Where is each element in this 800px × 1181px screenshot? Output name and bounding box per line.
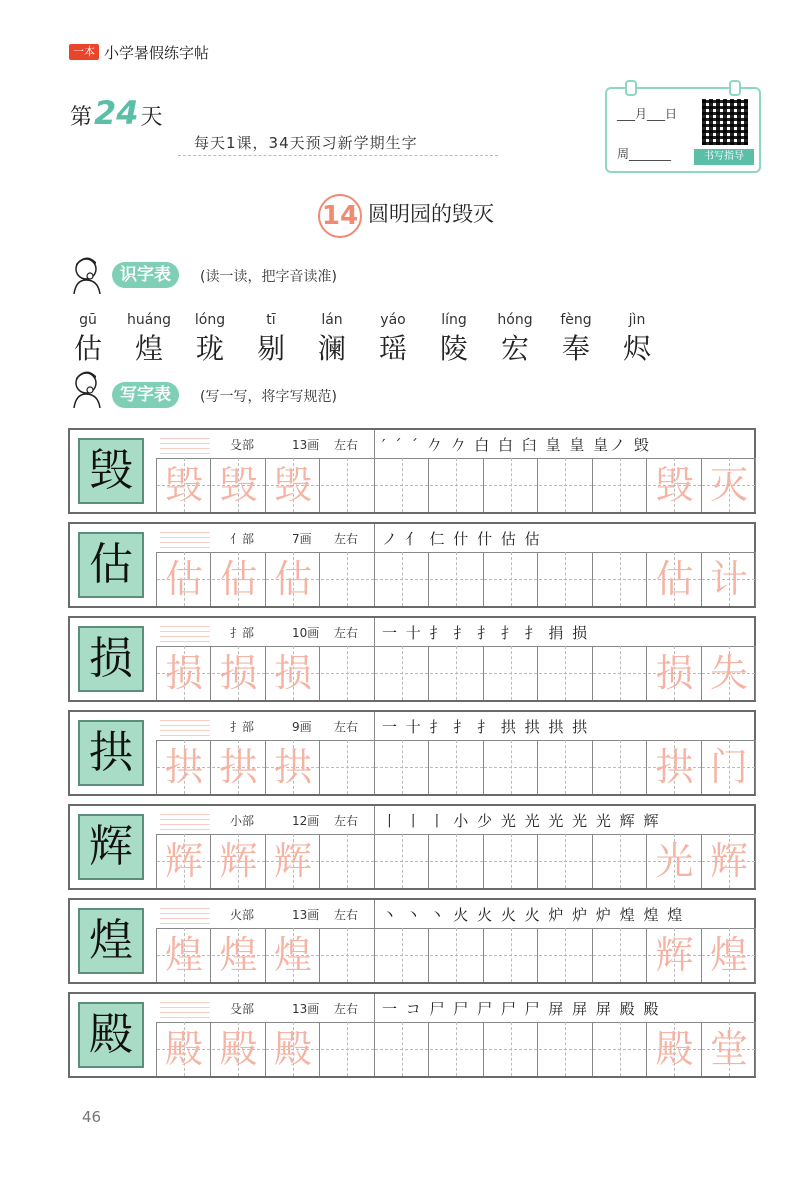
trace-char: 毁 bbox=[219, 463, 258, 507]
trace-char: 损 bbox=[219, 651, 258, 695]
reading-pinyin: fèng bbox=[560, 312, 592, 328]
reading-pinyin: lóng bbox=[194, 312, 226, 328]
trace-char: 拱 bbox=[219, 745, 258, 789]
writing-row bbox=[68, 992, 756, 1078]
trace-char: 煌 bbox=[219, 933, 258, 977]
pinyin-writing-slot[interactable] bbox=[160, 904, 210, 924]
dashed-divider bbox=[178, 155, 498, 156]
practice-cell[interactable] bbox=[648, 834, 702, 888]
reading-pinyin: huáng bbox=[126, 312, 172, 328]
practice-cell[interactable] bbox=[648, 740, 702, 794]
day-label bbox=[70, 94, 163, 132]
reading-char: 烬 bbox=[622, 332, 651, 365]
reading-char: 澜 bbox=[317, 332, 346, 365]
trace-char: 殿 bbox=[164, 1027, 203, 1071]
reading-item bbox=[58, 312, 118, 366]
trace-char: 毁 bbox=[273, 463, 312, 507]
practice-cell[interactable] bbox=[430, 552, 484, 606]
structure: 左右 bbox=[334, 720, 359, 734]
reading-char: 宏 bbox=[500, 332, 529, 365]
reading-item bbox=[241, 312, 301, 366]
brand-tag: 一本 bbox=[69, 44, 99, 60]
day-prefix: 第 bbox=[70, 105, 93, 130]
practice-grid bbox=[156, 552, 757, 606]
divider bbox=[374, 430, 375, 458]
trace-char: 毁 bbox=[164, 463, 203, 507]
reading-item bbox=[119, 312, 179, 366]
trace-char: 估 bbox=[655, 557, 694, 601]
practice-cell[interactable] bbox=[702, 552, 756, 606]
writing-row bbox=[68, 804, 756, 890]
practice-grid bbox=[156, 1022, 757, 1076]
practice-cell[interactable] bbox=[702, 834, 756, 888]
reading-char: 瑶 bbox=[378, 332, 407, 365]
stroke-count: 12画 bbox=[292, 814, 320, 828]
practice-cell[interactable] bbox=[484, 552, 538, 606]
trace-char: 辉 bbox=[655, 933, 694, 977]
practice-cell[interactable] bbox=[157, 646, 211, 700]
practice-cell[interactable] bbox=[539, 928, 593, 982]
lesson-title: 圆明园的毁灭 bbox=[368, 202, 494, 226]
structure: 左右 bbox=[334, 438, 359, 452]
structure: 左右 bbox=[334, 814, 359, 828]
trace-char: 辉 bbox=[709, 839, 748, 883]
stroke-count: 10画 bbox=[292, 626, 320, 640]
trace-char: 毁 bbox=[655, 463, 694, 507]
stroke-order: 一 コ 尸 尸 尸 尸 尸 屏 屏 屏 殿 殿 bbox=[382, 1000, 661, 1018]
practice-cell[interactable] bbox=[157, 458, 211, 512]
practice-cell[interactable] bbox=[375, 1022, 429, 1076]
char-info-strip bbox=[156, 806, 756, 835]
model-char: 煌 bbox=[89, 915, 133, 966]
practice-cell[interactable] bbox=[375, 646, 429, 700]
structure: 左右 bbox=[334, 1002, 359, 1016]
model-char: 估 bbox=[89, 539, 133, 590]
radical: 火部 bbox=[230, 908, 255, 922]
trace-char: 辉 bbox=[219, 839, 258, 883]
practice-cell[interactable] bbox=[266, 740, 320, 794]
practice-cell[interactable] bbox=[375, 458, 429, 512]
practice-cell[interactable] bbox=[539, 458, 593, 512]
date-box bbox=[605, 87, 761, 173]
practice-cell[interactable] bbox=[539, 552, 593, 606]
trace-char: 辉 bbox=[273, 839, 312, 883]
practice-cell[interactable] bbox=[375, 928, 429, 982]
practice-cell[interactable] bbox=[266, 552, 320, 606]
model-char: 损 bbox=[89, 633, 133, 684]
radical: 殳部 bbox=[230, 438, 255, 452]
reading-char: 剔 bbox=[256, 332, 285, 365]
practice-cell[interactable] bbox=[484, 834, 538, 888]
practice-cell[interactable] bbox=[593, 1022, 647, 1076]
reading-pinyin: jìn bbox=[628, 312, 646, 328]
practice-cell[interactable] bbox=[157, 1022, 211, 1076]
practice-cell[interactable] bbox=[321, 1022, 375, 1076]
stroke-count: 9画 bbox=[292, 720, 312, 734]
practice-cell[interactable] bbox=[212, 834, 266, 888]
practice-cell[interactable] bbox=[375, 834, 429, 888]
stroke-count: 7画 bbox=[292, 532, 312, 546]
practice-cell[interactable] bbox=[375, 552, 429, 606]
practice-cell[interactable] bbox=[321, 458, 375, 512]
practice-cell[interactable] bbox=[430, 646, 484, 700]
practice-cell[interactable] bbox=[157, 552, 211, 606]
practice-cell[interactable] bbox=[266, 928, 320, 982]
qr-code-icon[interactable] bbox=[702, 99, 748, 145]
radical: 扌部 bbox=[230, 720, 255, 734]
child-writing-icon bbox=[68, 368, 108, 408]
pinyin-writing-slot[interactable] bbox=[160, 810, 210, 830]
reading-pinyin: gū bbox=[79, 312, 97, 328]
stroke-count: 13画 bbox=[292, 1002, 320, 1016]
trace-char: 殿 bbox=[273, 1027, 312, 1071]
char-info-strip bbox=[156, 430, 756, 459]
reading-section-note: (读一读，把字音读准) bbox=[200, 269, 337, 285]
radical: 亻部 bbox=[230, 532, 255, 546]
practice-grid bbox=[156, 740, 757, 794]
trace-char: 门 bbox=[709, 745, 748, 789]
reading-pinyin: tī bbox=[266, 312, 276, 328]
practice-cell[interactable] bbox=[266, 834, 320, 888]
trace-char: 拱 bbox=[164, 745, 203, 789]
practice-cell[interactable] bbox=[321, 740, 375, 794]
pinyin-writing-slot[interactable] bbox=[160, 716, 210, 736]
practice-cell[interactable] bbox=[702, 1022, 756, 1076]
char-info-strip bbox=[156, 618, 756, 647]
reading-item bbox=[363, 312, 423, 366]
reading-char: 珑 bbox=[195, 332, 224, 365]
divider bbox=[374, 994, 375, 1022]
stroke-order: 丶 丶 丶 火 火 火 火 炉 炉 炉 煌 煌 煌 bbox=[382, 906, 685, 924]
stroke-order: 一 十 扌 扌 扌 扌 扌 捐 损 bbox=[382, 624, 590, 642]
reading-pinyin: yáo bbox=[380, 312, 406, 328]
divider bbox=[374, 712, 375, 740]
date-week-line: 周_______ bbox=[617, 147, 672, 161]
date-month-line: ___月___日 bbox=[617, 107, 678, 121]
trace-char: 损 bbox=[164, 651, 203, 695]
practice-cell[interactable] bbox=[702, 740, 756, 794]
practice-grid bbox=[156, 458, 757, 512]
practice-cell[interactable] bbox=[484, 928, 538, 982]
practice-cell[interactable] bbox=[648, 458, 702, 512]
practice-cell[interactable] bbox=[212, 458, 266, 512]
practice-cell[interactable] bbox=[321, 928, 375, 982]
child-reading-icon bbox=[68, 254, 108, 294]
radical: 扌部 bbox=[230, 626, 255, 640]
trace-char: 煌 bbox=[164, 933, 203, 977]
stroke-count: 13画 bbox=[292, 908, 320, 922]
reading-char: 奉 bbox=[561, 332, 590, 365]
model-char-box bbox=[78, 1002, 144, 1068]
radical: 殳部 bbox=[230, 1002, 255, 1016]
qr-label: 书写指导 bbox=[694, 149, 754, 165]
practice-cell[interactable] bbox=[266, 1022, 320, 1076]
trace-char: 煌 bbox=[709, 933, 748, 977]
practice-cell[interactable] bbox=[593, 740, 647, 794]
writing-section-note: (写一写，将字写规范) bbox=[200, 389, 337, 405]
stroke-count: 13画 bbox=[292, 438, 320, 452]
model-char: 辉 bbox=[89, 821, 133, 872]
reading-item bbox=[546, 312, 606, 366]
pinyin-writing-slot[interactable] bbox=[160, 528, 210, 548]
practice-cell[interactable] bbox=[539, 646, 593, 700]
reading-pinyin: lán bbox=[321, 312, 343, 328]
trace-char: 失 bbox=[709, 651, 748, 695]
char-info-strip bbox=[156, 524, 756, 553]
practice-cell[interactable] bbox=[702, 646, 756, 700]
pinyin-writing-slot[interactable] bbox=[160, 622, 210, 642]
day-number: 24 bbox=[94, 94, 139, 132]
reading-item bbox=[607, 312, 667, 366]
divider bbox=[374, 900, 375, 928]
practice-cell[interactable] bbox=[593, 928, 647, 982]
practice-cell[interactable] bbox=[702, 458, 756, 512]
trace-char: 殿 bbox=[655, 1027, 694, 1071]
practice-cell[interactable] bbox=[539, 740, 593, 794]
practice-cell[interactable] bbox=[212, 740, 266, 794]
model-char-box bbox=[78, 438, 144, 504]
practice-cell[interactable] bbox=[648, 646, 702, 700]
reading-pinyin: líng bbox=[441, 312, 467, 328]
practice-cell[interactable] bbox=[212, 552, 266, 606]
trace-char: 损 bbox=[655, 651, 694, 695]
practice-cell[interactable] bbox=[593, 834, 647, 888]
practice-cell[interactable] bbox=[266, 458, 320, 512]
practice-cell[interactable] bbox=[539, 834, 593, 888]
pinyin-writing-slot[interactable] bbox=[160, 998, 210, 1018]
ring-icon bbox=[729, 80, 741, 96]
divider bbox=[374, 806, 375, 834]
structure: 左右 bbox=[334, 626, 359, 640]
trace-char: 堂 bbox=[709, 1027, 748, 1071]
stroke-order: 一 十 扌 扌 扌 拱 拱 拱 拱 bbox=[382, 718, 590, 736]
practice-cell[interactable] bbox=[321, 646, 375, 700]
pinyin-writing-slot[interactable] bbox=[160, 434, 210, 454]
model-char-box bbox=[78, 720, 144, 786]
writing-row bbox=[68, 522, 756, 608]
practice-cell[interactable] bbox=[702, 928, 756, 982]
reading-pinyin: hóng bbox=[497, 312, 533, 328]
practice-grid bbox=[156, 646, 757, 700]
practice-cell[interactable] bbox=[484, 646, 538, 700]
stroke-order: ノ 亻 仁 什 什 估 估 bbox=[382, 530, 542, 548]
model-char: 拱 bbox=[89, 727, 133, 778]
practice-cell[interactable] bbox=[593, 458, 647, 512]
writing-row bbox=[68, 616, 756, 702]
practice-cell[interactable] bbox=[430, 834, 484, 888]
reading-item bbox=[485, 312, 545, 366]
trace-char: 拱 bbox=[273, 745, 312, 789]
trace-char: 估 bbox=[219, 557, 258, 601]
practice-cell[interactable] bbox=[648, 552, 702, 606]
trace-char: 损 bbox=[273, 651, 312, 695]
structure: 左右 bbox=[334, 532, 359, 546]
page-number: 46 bbox=[82, 1108, 102, 1126]
practice-grid bbox=[156, 928, 757, 982]
reading-char: 陵 bbox=[439, 332, 468, 365]
stroke-order: ′ ´ ˊ 𠂊 𠂊 白 白 臼 皇 皇 皇ノ 毁 bbox=[382, 436, 651, 454]
char-info-strip bbox=[156, 900, 756, 929]
practice-cell[interactable] bbox=[648, 1022, 702, 1076]
brand-title: 小学暑假练字帖 bbox=[104, 44, 210, 62]
ring-icon bbox=[625, 80, 637, 96]
practice-cell[interactable] bbox=[157, 740, 211, 794]
reading-item bbox=[302, 312, 362, 366]
reading-item bbox=[180, 312, 240, 366]
practice-cell[interactable] bbox=[484, 740, 538, 794]
practice-cell[interactable] bbox=[430, 458, 484, 512]
practice-cell[interactable] bbox=[212, 1022, 266, 1076]
writing-row bbox=[68, 710, 756, 796]
writing-section-label: 写字表 bbox=[112, 382, 179, 408]
writing-row bbox=[68, 428, 756, 514]
practice-cell[interactable] bbox=[212, 646, 266, 700]
practice-cell[interactable] bbox=[157, 834, 211, 888]
trace-char: 辉 bbox=[164, 839, 203, 883]
trace-char: 煌 bbox=[273, 933, 312, 977]
model-char: 殿 bbox=[89, 1009, 133, 1060]
char-info-strip bbox=[156, 712, 756, 741]
practice-cell[interactable] bbox=[375, 740, 429, 794]
divider bbox=[374, 618, 375, 646]
practice-cell[interactable] bbox=[593, 552, 647, 606]
practice-cell[interactable] bbox=[430, 1022, 484, 1076]
practice-cell[interactable] bbox=[321, 834, 375, 888]
practice-cell[interactable] bbox=[593, 646, 647, 700]
model-char-box bbox=[78, 532, 144, 598]
structure: 左右 bbox=[334, 908, 359, 922]
day-suffix: 天 bbox=[140, 105, 163, 130]
practice-cell[interactable] bbox=[539, 1022, 593, 1076]
divider bbox=[374, 524, 375, 552]
practice-grid bbox=[156, 834, 757, 888]
practice-cell[interactable] bbox=[266, 646, 320, 700]
trace-char: 计 bbox=[709, 557, 748, 601]
trace-char: 估 bbox=[273, 557, 312, 601]
reading-item bbox=[424, 312, 484, 366]
practice-cell[interactable] bbox=[430, 928, 484, 982]
trace-char: 拱 bbox=[655, 745, 694, 789]
lesson-number: 14 bbox=[318, 194, 362, 238]
practice-cell[interactable] bbox=[321, 552, 375, 606]
model-char: 毁 bbox=[89, 445, 133, 496]
model-char-box bbox=[78, 626, 144, 692]
day-subtitle: 每天1课，34天预习新学期生字 bbox=[194, 134, 418, 152]
trace-char: 殿 bbox=[219, 1027, 258, 1071]
reading-char: 煌 bbox=[134, 332, 163, 365]
char-info-strip bbox=[156, 994, 756, 1023]
practice-cell[interactable] bbox=[648, 928, 702, 982]
practice-cell[interactable] bbox=[430, 740, 484, 794]
reading-char: 估 bbox=[73, 332, 102, 365]
practice-cell[interactable] bbox=[484, 1022, 538, 1076]
reading-section-label: 识字表 bbox=[112, 262, 179, 288]
trace-char: 估 bbox=[164, 557, 203, 601]
model-char-box bbox=[78, 814, 144, 880]
practice-cell[interactable] bbox=[157, 928, 211, 982]
practice-cell[interactable] bbox=[212, 928, 266, 982]
model-char-box bbox=[78, 908, 144, 974]
stroke-order: 丨 丨 丨 小 少 光 光 光 光 光 辉 辉 bbox=[382, 812, 661, 830]
trace-char: 灭 bbox=[709, 463, 748, 507]
practice-cell[interactable] bbox=[484, 458, 538, 512]
writing-row bbox=[68, 898, 756, 984]
radical: 小部 bbox=[230, 814, 255, 828]
trace-char: 光 bbox=[655, 839, 694, 883]
